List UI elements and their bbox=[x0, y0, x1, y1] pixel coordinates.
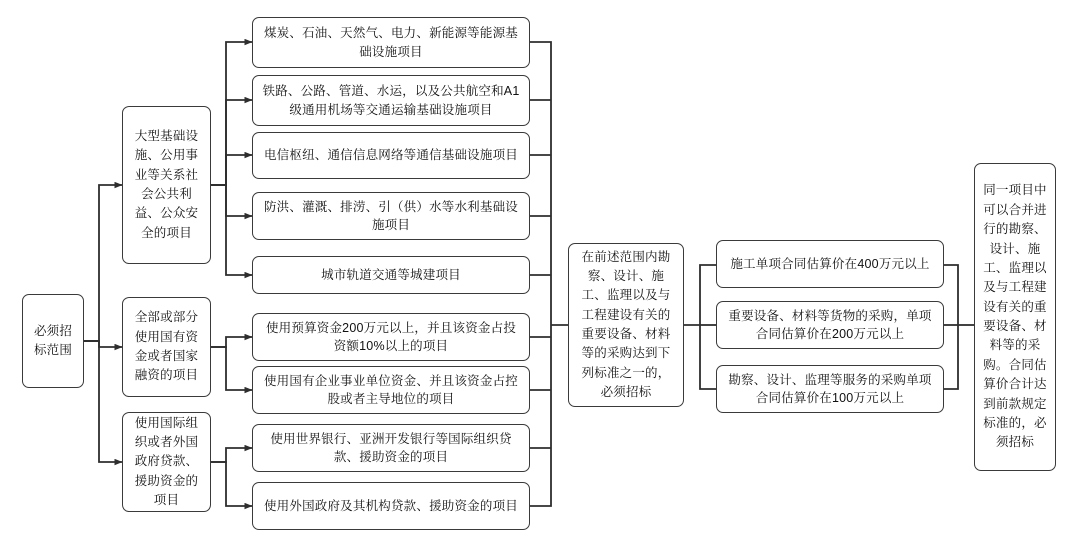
node-conclusion-combined[interactable] bbox=[974, 163, 1056, 471]
node-item-telecom[interactable] bbox=[252, 132, 530, 179]
node-item-transport-label: 铁路、公路、管道、水运，以及公共航空和A1级通用机场等交通运输基础设施项目 bbox=[262, 84, 520, 117]
node-item-urban-rail[interactable] bbox=[252, 256, 530, 294]
node-category-infrastructure[interactable] bbox=[122, 106, 211, 264]
node-category-international[interactable] bbox=[122, 412, 211, 512]
node-item-energy[interactable] bbox=[252, 17, 530, 68]
node-item-urban-rail-label: 城市轨道交通等城建项目 bbox=[321, 267, 461, 282]
node-category-state-funding-label: 全部或部分使用国有资金或者国家融资的项目 bbox=[134, 310, 199, 383]
node-threshold-equipment-label: 重要设备、材料等货物的采购，单项合同估算价在200万元以上 bbox=[728, 308, 932, 341]
node-threshold-services[interactable] bbox=[716, 365, 944, 413]
node-item-telecom-label: 电信枢纽、通信信息网络等通信基础设施项目 bbox=[263, 148, 518, 163]
node-item-transport[interactable] bbox=[252, 75, 530, 126]
node-item-soe-funds-label: 使用国有企业事业单位资金、并且该资金占控股或者主导地位的项目 bbox=[263, 373, 518, 406]
node-item-intl-loan[interactable] bbox=[252, 424, 530, 472]
node-root-label: 必须招标范围 bbox=[33, 323, 73, 357]
node-root[interactable] bbox=[22, 294, 84, 388]
node-category-infrastructure-label: 大型基础设施、公用事业等关系社会公共利益、公众安全的项目 bbox=[134, 128, 199, 240]
node-scope-gate[interactable] bbox=[568, 243, 684, 407]
node-item-water-label: 防洪、灌溉、排涝、引（供）水等水利基础设施项目 bbox=[263, 199, 518, 232]
node-item-budget-funds-label: 使用预算资金200万元以上，并且该资金占投资额10%以上的项目 bbox=[265, 320, 517, 353]
node-threshold-construction[interactable] bbox=[716, 240, 944, 288]
node-item-budget-funds[interactable] bbox=[252, 313, 530, 361]
node-category-state-funding[interactable] bbox=[122, 297, 211, 397]
node-item-foreign-gov-loan[interactable] bbox=[252, 482, 530, 530]
node-item-energy-label: 煤炭、石油、天然气、电力、新能源等能源基础设施项目 bbox=[263, 26, 518, 59]
node-threshold-services-label: 勘察、设计、监理等服务的采购单项合同估算价在100万元以上 bbox=[728, 372, 932, 405]
node-item-foreign-gov-loan-label: 使用外国政府及其机构贷款、援助资金的项目 bbox=[263, 498, 518, 513]
node-item-soe-funds[interactable] bbox=[252, 366, 530, 414]
node-threshold-equipment[interactable] bbox=[716, 301, 944, 349]
node-item-intl-loan-label: 使用世界银行、亚洲开发银行等国际组织贷款、援助资金的项目 bbox=[270, 431, 512, 464]
node-conclusion-combined-label: 同一项目中可以合并进行的勘察、设计、施工、监理以及与工程建设有关的重要设备、材料等的采购。合同估算价合计达到前款规定标准的，必须招标 bbox=[983, 183, 1047, 450]
node-threshold-construction-label: 施工单项合同估算价在400万元以上 bbox=[730, 256, 930, 271]
node-category-international-label: 使用国际组织或者外国政府贷款、援助资金的项目 bbox=[134, 415, 199, 508]
node-item-water[interactable] bbox=[252, 192, 530, 240]
node-scope-gate-label: 在前述范围内勘察、设计、施工、监理以及与工程建设有关的重要设备、材料等的采购达到下列标准之一的，必须招标 bbox=[581, 249, 671, 400]
